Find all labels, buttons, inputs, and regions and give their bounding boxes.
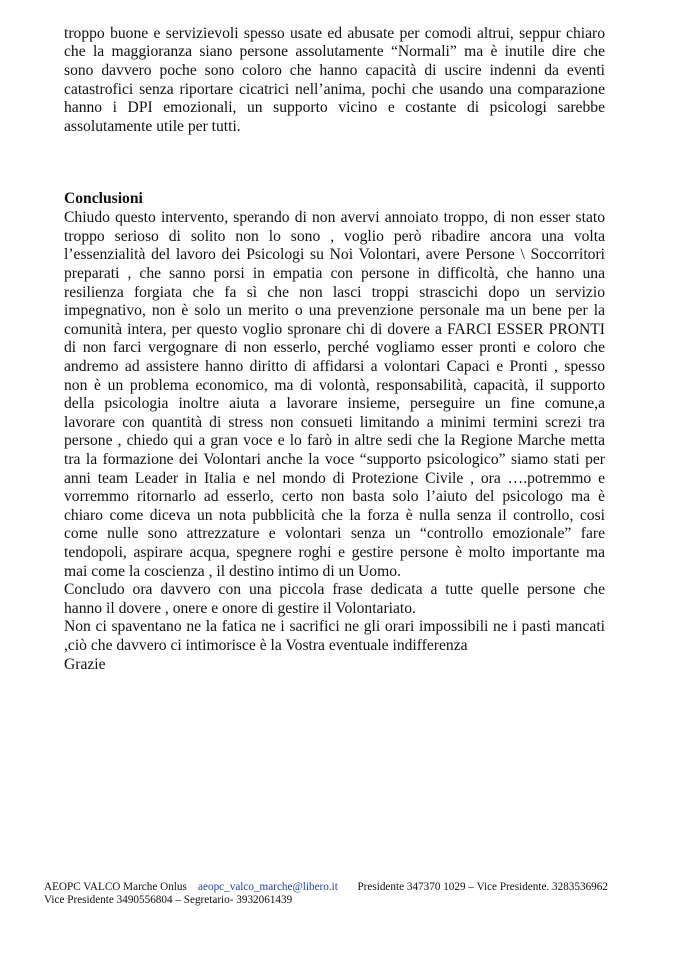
conclusion-line: troppo serioso di solito non lo sono , voglio però ribadire ancora una volta [64,228,605,245]
footer-email-link[interactable]: aeopc_valco_marche@libero.it [198,881,338,893]
conclusion-line: l’essenzialità del lavoro dei Psicologi su Noi Volontari, avere Persone \ Soccorritori [64,246,605,263]
conclusion-line: non è un problema economico, ma di volontà, responsabilità, capacità, il supporto [64,377,605,394]
footer-president-contact: Presidente 347370 1029 – Vice Presidente. 3283536962 [357,881,608,893]
footer-contacts-line [44,880,608,894]
intro-line: hanno i DPI emozionali, un supporto vicino e costante di psicologi sarebbe [64,99,605,116]
conclusion-line: di non farci vergognare di non esserlo, perché vogliamo esser pronti e coloro che [64,339,605,356]
conclusion-line: Concludo ora davvero con una piccola frase dedicata a tutte quelle persone che [64,581,605,598]
conclusion-line: tendopoli, aspirare acqua, spegnere roghi e gestire persone è molto importante ma [64,544,605,561]
conclusion-heading: Conclusioni [64,190,143,207]
conclusion-line: vorremmo ritornarlo ad esserlo, certo non basta solo l’aiuto del psicologo ma è [64,488,605,505]
conclusion-line: andremo ad assistere hanno diritto di affidarsi a volontari Capaci e Pronti , spesso [64,358,605,375]
footer-vice-president-contact: Vice Presidente 3490556804 – Segretario- 3932061439 [44,894,293,906]
conclusion-line: ,ciò che davvero ci intimorisce è la Vostra eventuale indifferenza [64,637,468,654]
conclusion-line: resilienza forgiata che fa sì che non lasci troppi strascichi dopo un servizio [64,284,605,301]
intro-line: sono davvero poche sono coloro che hanno capacità di uscire indenni da eventi [64,62,605,79]
conclusion-line: lavorare con quantità di stress non consueti limitando a minimi termini screzi tra [64,414,605,431]
conclusion-line: preparati , che sanno porsi in empatia con persone in difficoltà, che hanno una [64,265,605,282]
conclusion-line: comunità intera, per questo voglio spronare chi di dovere a FARCI ESSER PRONTI [64,321,605,338]
conclusion-line: Non ci spaventano ne la fatica ne i sacrifici ne gli orari impossibili ne i pasti mancati [64,618,605,635]
intro-line: troppo buone e servizievoli spesso usate ed abusate per comodi altrui, seppur chiaro [64,25,605,42]
footer-org-name: AEOPC VALCO Marche Onlus [44,881,187,893]
conclusion-line: persone , chiedo qui a gran voce e lo farò in altre sedi che la Regione Marche metta [64,432,605,449]
conclusion-line: tra la formazione dei Volontari anche la voce “supporto psicologico” siamo stati per [64,451,605,468]
intro-line: che la maggioranza siano persone assolutamente “Normali” ma è inutile dire che [64,43,605,60]
intro-line: catastrofici senza riportare cicatrici nell’anima, pochi che usando una comparazione [64,81,605,98]
conclusion-line: della psicologia inoltre aiuta a lavorare insieme, perseguire un fine comune,a [64,395,605,412]
conclusion-line: impegnativo, non è solo un merito o una prevenzione personale ma un bene per la [64,302,605,319]
conclusion-line: Chiudo questo intervento, sperando di non avervi annoiato troppo, di non esser stato [64,209,605,226]
conclusion-line: come nulle sono attrezzature e volontari senza un “controllo emozionale” fare [64,525,605,542]
conclusion-line: mai come la coscienza , il destino intimo di un Uomo. [64,563,401,580]
conclusion-line: hanno il dovere , onere e onore di gestire il Volontariato. [64,600,416,617]
intro-line: assolutamente utile per tutti. [64,118,241,135]
conclusion-line: chiaro come diceva un nota pubblicità che la forza è nulla senza il controllo, cosi [64,507,605,524]
conclusion-line: anni team Leader in Italia e nel mondo di Protezione Civile , ora ….potremmo e [64,470,605,487]
conclusion-line: Grazie [64,656,106,673]
